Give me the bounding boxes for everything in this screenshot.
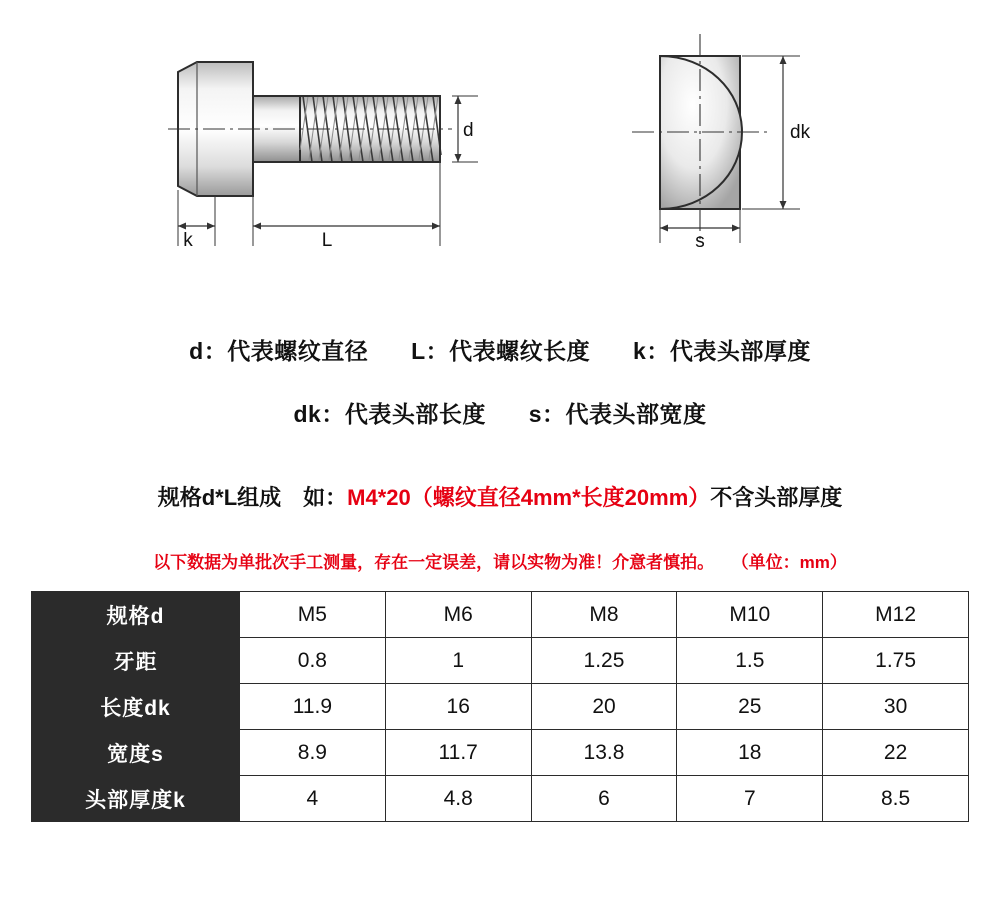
- bolt-drawing-svg: [0, 0, 1000, 285]
- cell-k-m5: 4: [240, 776, 386, 822]
- bolt-drawings: [0, 0, 1000, 285]
- legend-row-1: [0, 333, 1000, 366]
- spec-example: M4*20（螺纹直径4mm*长度20mm）: [347, 485, 711, 510]
- dimension-L: [253, 223, 440, 252]
- table-row: [32, 638, 969, 684]
- legend-row-2: [0, 396, 1000, 429]
- dimension-label-dk: dk: [790, 122, 811, 143]
- row-header-size: 规格d: [32, 592, 240, 638]
- legend-item-d: d：代表螺纹直径: [189, 338, 369, 364]
- bolt-side-view: [168, 62, 478, 251]
- cell-size-m10: M10: [677, 592, 823, 638]
- legend-item-k: k：代表头部厚度: [633, 338, 811, 364]
- dimension-d: [452, 96, 478, 162]
- cell-dk-m6: 16: [385, 684, 531, 730]
- cell-dk-m10: 25: [677, 684, 823, 730]
- cell-pitch-m10: 1.5: [677, 638, 823, 684]
- dimension-k: [178, 223, 215, 252]
- spec-table: [31, 591, 969, 822]
- cell-size-m8: M8: [531, 592, 677, 638]
- spec-format-line: [0, 481, 1000, 512]
- cell-s-m12: 22: [823, 730, 969, 776]
- row-header-pitch: 牙距: [32, 638, 240, 684]
- dimension-label-s: s: [695, 231, 705, 252]
- cell-pitch-m8: 1.25: [531, 638, 677, 684]
- legend: [0, 333, 1000, 429]
- dimension-label-d: d: [463, 120, 474, 141]
- cell-size-m6: M6: [385, 592, 531, 638]
- cell-k-m8: 6: [531, 776, 677, 822]
- cell-s-m8: 13.8: [531, 730, 677, 776]
- note-text: 以下数据为单批次手工测量，存在一定误差，请以实物为准！介意者慎拍。: [153, 553, 715, 572]
- cell-size-m5: M5: [240, 592, 386, 638]
- cell-s-m5: 8.9: [240, 730, 386, 776]
- table-row: [32, 684, 969, 730]
- spec-prefix: 规格d*L组成 如：: [157, 485, 348, 510]
- cell-dk-m5: 11.9: [240, 684, 386, 730]
- measurement-note: [0, 548, 1000, 573]
- row-header-s: 宽度s: [32, 730, 240, 776]
- dimension-label-L: L: [321, 230, 333, 251]
- cell-k-m12: 8.5: [823, 776, 969, 822]
- cell-pitch-m6: 1: [385, 638, 531, 684]
- spec-suffix: 不含头部厚度: [710, 485, 843, 510]
- note-unit: （单位：mm）: [740, 553, 847, 572]
- legend-item-s: s：代表头部宽度: [528, 401, 707, 427]
- table-row: [32, 592, 969, 638]
- legend-item-dk: dk：代表头部长度: [293, 401, 486, 427]
- bolt-top-view: [632, 34, 811, 252]
- cell-k-m6: 4.8: [385, 776, 531, 822]
- dimension-label-k: k: [183, 230, 193, 251]
- cell-dk-m12: 30: [823, 684, 969, 730]
- cell-s-m6: 11.7: [385, 730, 531, 776]
- table-row: [32, 730, 969, 776]
- row-header-k: 头部厚度k: [32, 776, 240, 822]
- table-row: [32, 776, 969, 822]
- cell-pitch-m12: 1.75: [823, 638, 969, 684]
- spec-table-wrap: [31, 591, 969, 822]
- cell-pitch-m5: 0.8: [240, 638, 386, 684]
- legend-item-L: L：代表螺纹长度: [411, 338, 591, 364]
- cell-size-m12: M12: [823, 592, 969, 638]
- cell-k-m10: 7: [677, 776, 823, 822]
- cell-s-m10: 18: [677, 730, 823, 776]
- row-header-dk: 长度dk: [32, 684, 240, 730]
- cell-dk-m8: 20: [531, 684, 677, 730]
